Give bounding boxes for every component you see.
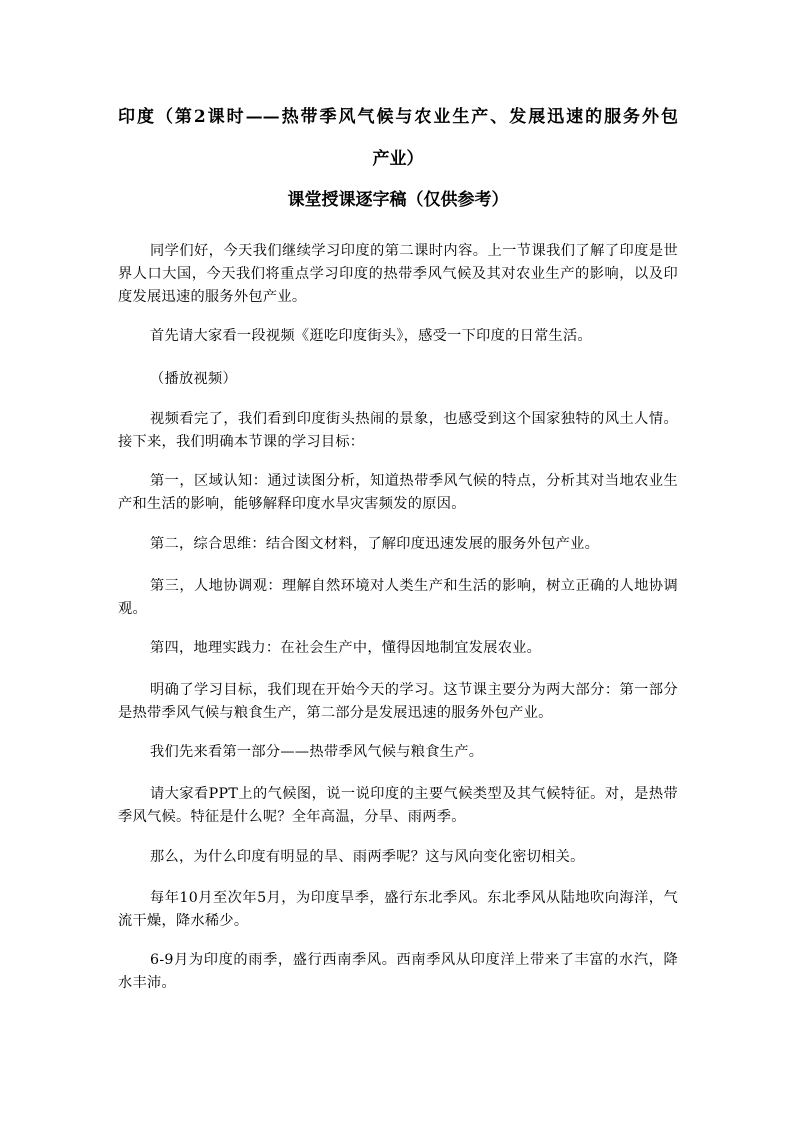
paragraph-climate-chart: 请大家看PPT上的气候图，说一说印度的主要气候类型及其气候特征。对，是热带季风气候。特征是什么呢？全年高温，分旱、雨两季。 [118, 786, 678, 825]
document-subtitle: 课堂授课逐字稿（仅供参考） [287, 190, 509, 210]
paragraph-play-video: （播放视频） [150, 371, 237, 387]
paragraph-dry-season: 每年10月至次年5月，为印度旱季，盛行东北季风。东北季风从陆地吹向海洋，气流干燥，降水稀少。 [118, 890, 678, 929]
paragraph-video-intro: 首先请大家看一段视频《逛吃印度街头》，感受一下印度的日常生活。 [150, 328, 593, 344]
paragraph-structure: 明确了学习目标，我们现在开始今天的学习。这节课主要分为两大部分：第一部分是热带季风气候与粮食生产，第二部分是发展迅速的服务外包产业。 [118, 682, 678, 721]
paragraph-goal-4: 第四，地理实践力：在社会生产中，懂得因地制宜发展农业。 [150, 640, 542, 656]
paragraph-after-video: 视频看完了，我们看到印度街头热闹的景象，也感受到这个国家独特的风土人情。接下来，我们明确本节课的学习目标： [118, 411, 678, 450]
paragraph-part-one: 我们先来看第一部分——热带季风气候与粮食生产。 [150, 744, 484, 760]
document-title-line-2: 产业） [372, 149, 424, 169]
paragraph-goal-1: 第一，区域认知：通过读图分析，知道热带季风气候的特点，分析其对当地农业生产和生活的影响，能够解释印度水旱灾害频发的原因。 [118, 473, 678, 512]
paragraph-rainy-season: 6-9月为印度的雨季，盛行西南季风。西南季风从印度洋上带来了丰富的水汽，降水丰沛。 [118, 952, 678, 991]
paragraph-intro: 同学们好，今天我们继续学习印度的第二课时内容。上一节课我们了解了印度是世界人口大国，今天我们将重点学习印度的热带季风气候及其对农业生产的影响，以及印度发展迅速的服务外包产业。 [118, 243, 678, 305]
document-title-line-1: 印度（第2课时——热带季风气候与农业生产、发展迅速的服务外包 [118, 107, 678, 127]
paragraph-dry-wet-question: 那么，为什么印度有明显的旱、雨两季呢？这与风向变化密切相关。 [150, 849, 585, 865]
paragraph-goal-3: 第三，人地协调观：理解自然环境对人类生产和生活的影响，树立正确的人地协调观。 [118, 578, 678, 617]
paragraph-goal-2: 第二，综合思维：结合图文材料，了解印度迅速发展的服务外包产业。 [150, 536, 600, 552]
